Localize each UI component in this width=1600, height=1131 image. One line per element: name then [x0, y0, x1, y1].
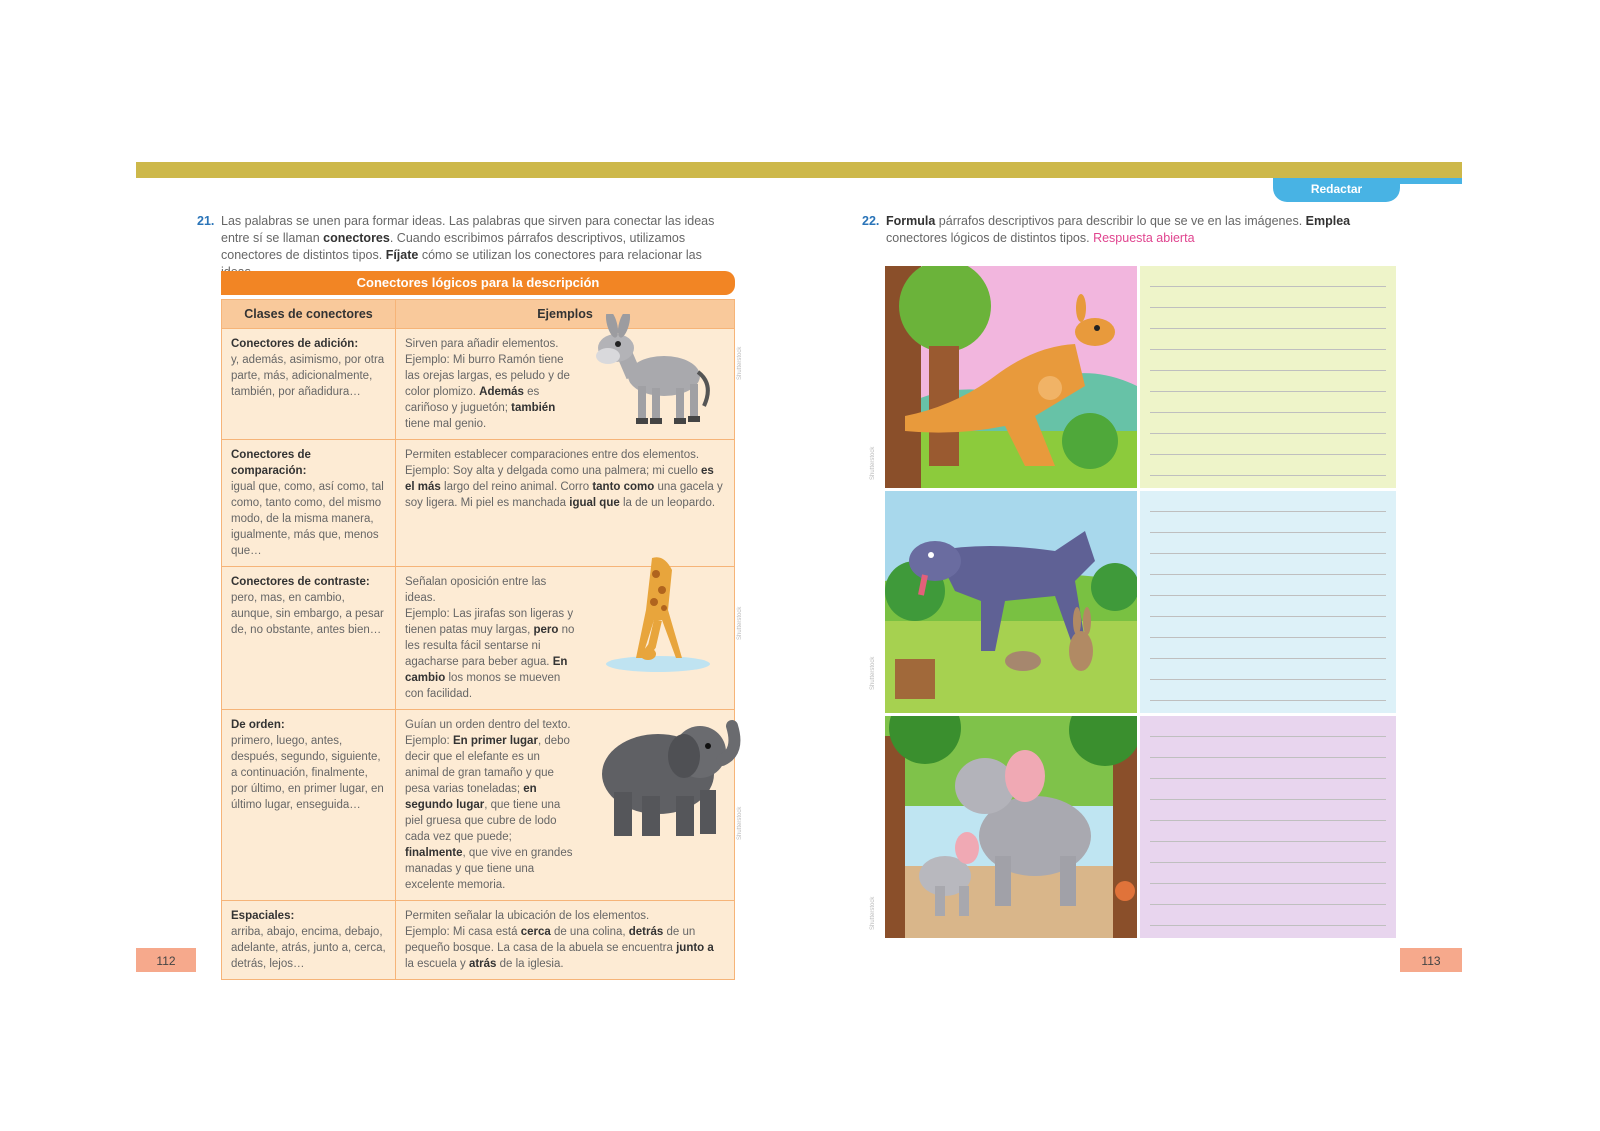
writing-area-2[interactable]	[1140, 491, 1396, 713]
ruled-line	[1150, 736, 1386, 737]
ruled-line	[1150, 757, 1386, 758]
image-credit: Shutterstock	[737, 806, 743, 840]
section-tab: Redactar	[1273, 178, 1400, 202]
image-credit: Shutterstock	[737, 606, 743, 640]
image-credit: Shutterstock	[737, 346, 743, 380]
ruled-line	[1150, 616, 1386, 617]
giraffe-illustration	[592, 550, 716, 675]
image-credit: Shutterstock	[870, 656, 876, 690]
page-number-left: 112	[136, 948, 196, 972]
elephants-scene	[885, 716, 1137, 938]
ruled-line	[1150, 595, 1386, 596]
ruled-line	[1150, 412, 1386, 413]
donkey-illustration	[592, 314, 716, 432]
ruled-line	[1150, 532, 1386, 533]
wolf-scene	[885, 491, 1137, 713]
column-header-classes: Clases de conectores	[222, 300, 396, 329]
ruled-line	[1150, 433, 1386, 434]
ruled-line	[1150, 307, 1386, 308]
ruled-line	[1150, 799, 1386, 800]
ruled-line	[1150, 778, 1386, 779]
ruled-line	[1150, 637, 1386, 638]
ruled-line	[1150, 925, 1386, 926]
ruled-line	[1150, 475, 1386, 476]
ruled-line	[1150, 553, 1386, 554]
image-credit: Shutterstock	[870, 896, 876, 930]
table-title: Conectores lógicos para la descripción	[221, 271, 735, 295]
table-row: De orden: primero, luego, antes, después, segundo, siguiente, a continuación, finalmente, por último, en primer lugar, en último lugar, enseguida… Guían un orden dentro del texto. Ejemplo: En primer lugar, debo decir que el elefante es un animal de gran tamaño y que pesa varias toneladas; en segundo lugar, que tiene una piel gruesa que cubre de lodo cada vez que puede; finalmente, que vive en grandes manadas y que tiene una excelente memoria.	[222, 710, 735, 901]
exercise-number: 22.	[862, 214, 880, 228]
ruled-line	[1150, 658, 1386, 659]
ruled-line	[1150, 820, 1386, 821]
ruled-line	[1150, 349, 1386, 350]
writing-area-1[interactable]	[1140, 266, 1396, 488]
ruled-line	[1150, 370, 1386, 371]
table-row: Conectores de contraste: pero, mas, en cambio, aunque, sin embargo, a pesar de, no obstante, antes bien… Señalan oposición entre las ideas. Ejemplo: Las jirafas son ligeras y tienen patas muy largas, pero no les resulta fácil sentarse ni agacharse para beber agua. En cambio los monos se mueven con facilidad.	[222, 567, 735, 710]
image-credit: Shutterstock	[870, 446, 876, 480]
writing-area-3[interactable]	[1140, 716, 1396, 938]
kangaroo-scene	[885, 266, 1137, 488]
table-row: Espaciales: arriba, abajo, encima, debajo, adelante, atrás, junto a, cerca, detrás, lejos… Permiten señalar la ubicación de los elementos. Ejemplo: Mi casa está cerca de una colina, detrás de un pequeño bosque. La casa de la abuela se encuentra junto a la escuela y atrás de la iglesia.	[222, 901, 735, 980]
ruled-line	[1150, 841, 1386, 842]
exercise-number: 21.	[197, 214, 215, 228]
table-row: Conectores de adición: y, además, asimismo, por otra parte, más, adicionalmente, también, por añadidura… Sirven para añadir elementos. Ejemplo: Mi burro Ramón tiene las orejas largas, es peludo y de color plomizo. Además es cariñoso y juguetón; también tiene mal genio.	[222, 329, 735, 440]
ruled-line	[1150, 286, 1386, 287]
ruled-line	[1150, 454, 1386, 455]
exercise-22-intro: 22. Formula párrafos descriptivos para describir lo que se ve en las imágenes. Emplea conectores lógicos de distintos tipos. Respuesta abierta	[862, 214, 1351, 245]
ruled-line	[1150, 328, 1386, 329]
ruled-line	[1150, 883, 1386, 884]
ruled-line	[1150, 391, 1386, 392]
column-header-examples: Ejemplos	[396, 300, 735, 329]
ruled-line	[1150, 862, 1386, 863]
ruled-line	[1150, 511, 1386, 512]
exercise-21-intro: 21. Las palabras se unen para formar ideas. Las palabras que sirven para conectar las ideas entre sí se llaman conectores. Cuando escribimos párrafos descriptivos, utilizamos conectores de distintos tipos. Fíjate cómo se utilizan los conectores para relacionar las	[197, 214, 715, 262]
elephant-illustration	[590, 712, 742, 842]
page-number-right: 113	[1400, 948, 1462, 972]
ruled-line	[1150, 904, 1386, 905]
ruled-line	[1150, 679, 1386, 680]
table-row: Conectores de comparación: igual que, como, así como, tal como, tanto como, del mismo modo, de la misma manera, igualmente, más que, menos que… Permiten establecer comparaciones entre dos elementos. Ejemplo: Soy alta y delgada como una palmera; mi cuello es el más largo del reino animal. Corro tanto como una gacela y soy ligera. Mi piel es manchada igual que la de un leopardo.	[222, 440, 735, 567]
ruled-line	[1150, 700, 1386, 701]
top-color-band	[136, 162, 1462, 178]
ruled-line	[1150, 574, 1386, 575]
tab-strip	[1390, 178, 1462, 184]
answer-note: Respuesta abierta	[1093, 231, 1195, 245]
